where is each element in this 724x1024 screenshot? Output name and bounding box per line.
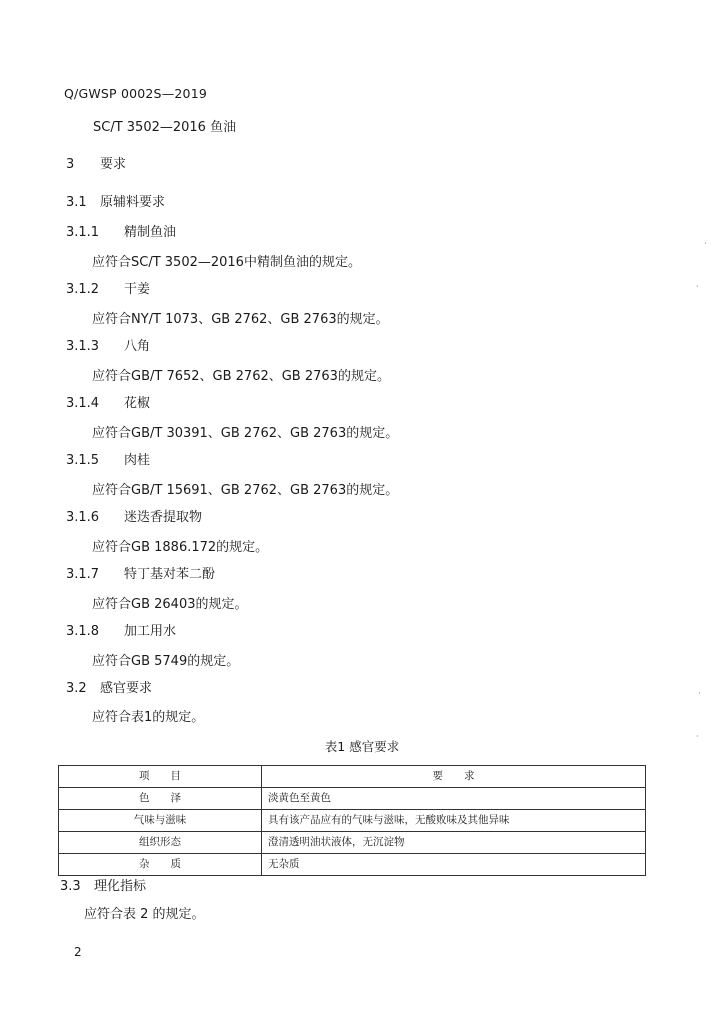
scan-speck: · [696,282,699,291]
material-number: 3.1.1 [66,225,100,240]
section-title: 原辅料要求 [100,195,166,210]
material-heading [66,511,202,524]
scan-speck: · [704,239,707,248]
header-cell-item: 项 目 [59,766,262,788]
material-name: 加工用水 [124,624,177,639]
section-number: 3.2 [66,681,87,696]
section-title: 理化指标 [94,879,147,894]
material-name: 肉桂 [124,453,151,468]
section-3-1-heading [66,196,165,209]
table-cell: 澄清透明油状液体，无沉淀物 [262,832,646,854]
material-name: 精制鱼油 [124,225,177,240]
material-heading [66,454,150,467]
material-requirement: 应符合GB/T 15691、GB 2762、GB 2763的规定。 [92,483,399,498]
material-name: 特丁基对苯二酚 [124,567,216,582]
material-requirement: 应符合SC/T 3502—2016中精制鱼油的规定。 [92,255,361,270]
section-title: 感官要求 [100,681,153,696]
table-cell: 具有该产品应有的气味与滋味，无酸败味及其他异味 [262,810,646,832]
reference-entry: SC/T 3502—2016 鱼油 [93,120,237,135]
table-row [59,832,646,854]
material-name: 花椒 [124,396,151,411]
sensory-requirements-table [58,765,646,876]
material-requirement: 应符合GB 1886.172的规定。 [92,540,269,555]
material-name: 迷迭香提取物 [124,510,203,525]
scan-speck: · [696,732,699,741]
material-number: 3.1.2 [66,282,100,297]
material-heading [66,568,215,581]
section-3-3-heading [60,880,146,893]
table-header-row [59,766,646,788]
material-requirement: 应符合GB 5749的规定。 [92,654,240,669]
material-requirement: 应符合NY/T 1073、GB 2762、GB 2763的规定。 [92,312,389,327]
material-name: 八角 [124,339,151,354]
section-3-3-text: 应符合表 2 的规定。 [84,907,205,922]
material-number: 3.1.6 [66,510,100,525]
section-number: 3.1 [66,195,87,210]
scan-speck: · [698,689,701,698]
document-header-code: Q/GWSP 0002S—2019 [64,86,207,101]
material-requirement: 应符合GB 26403的规定。 [92,597,248,612]
table-cell: 色 泽 [59,788,262,810]
material-heading [66,397,150,410]
material-number: 3.1.4 [66,396,100,411]
section-3-heading [66,158,126,171]
table-row [59,810,646,832]
page-number: 2 [74,945,82,959]
section-3-2-text: 应符合表1的规定。 [92,710,205,725]
table-cell: 淡黄色至黄色 [262,788,646,810]
table-row [59,788,646,810]
material-heading [66,226,176,239]
header-cell-requirement: 要 求 [262,766,646,788]
table-cell: 组织形态 [59,832,262,854]
material-number: 3.1.3 [66,339,100,354]
table-cell: 气味与滋味 [59,810,262,832]
section-title: 要求 [100,157,127,172]
table-cell: 无杂质 [262,854,646,876]
table-caption: 表1 感官要求 [324,739,400,754]
material-heading [66,340,150,353]
material-requirement: 应符合GB/T 7652、GB 2762、GB 2763的规定。 [92,369,390,384]
material-number: 3.1.5 [66,453,100,468]
material-number: 3.1.8 [66,624,100,639]
material-requirement: 应符合GB/T 30391、GB 2762、GB 2763的规定。 [92,426,399,441]
table-row [59,854,646,876]
section-number: 3 [66,157,75,172]
material-heading [66,625,176,638]
material-number: 3.1.7 [66,567,100,582]
material-heading [66,283,150,296]
material-name: 干姜 [124,282,151,297]
section-3-2-heading [66,682,152,695]
table-cell: 杂 质 [59,854,262,876]
section-number: 3.3 [60,879,81,894]
